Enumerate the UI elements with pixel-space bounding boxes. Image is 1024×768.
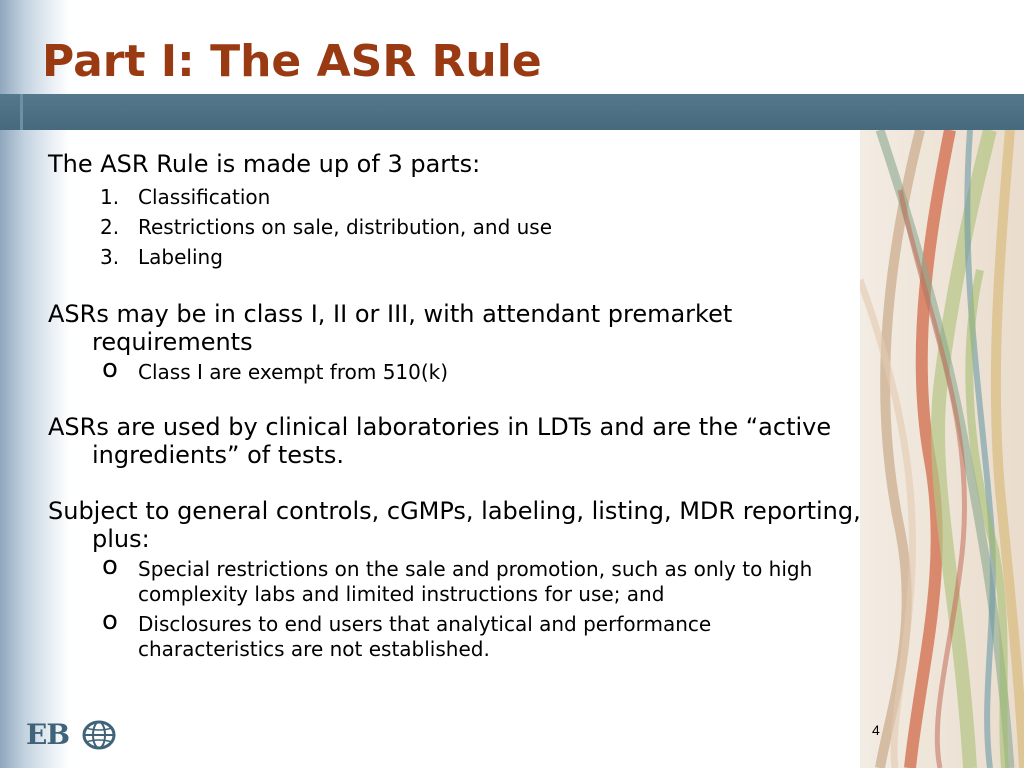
paragraph-asr-parts: The ASR Rule is made up of 3 parts: [48,150,481,178]
paragraph-asr-classes: ASRs may be in class I, II or III, with attendant premarket requirements [48,300,733,356]
list-item [48,242,863,272]
globe-icon [81,720,117,750]
list-item [48,182,863,212]
title-band-accent [20,94,23,130]
list-item-text: Labeling [138,245,223,269]
list-number: 2. [100,215,120,239]
slide-body [48,150,863,667]
page-number: 4 [872,722,880,738]
list-item-text: Classification [138,185,271,209]
list-item [48,606,863,662]
list-item [48,354,863,385]
title-band [0,94,1024,130]
ebg-logo [26,717,122,751]
list-number: 1. [100,185,120,209]
bullet-list [48,551,863,662]
slide-title: Part I: The ASR Rule [42,36,542,87]
list-item [48,551,863,607]
list-item-text: Special restrictions on the sale and promotion, such as only to high complexity labs and limited instructions for use; and [138,557,813,606]
list-number: 3. [100,245,120,269]
bullet-list [48,354,863,385]
list-item-text: Class I are exempt from 510(k) [138,360,449,384]
circle-bullet-icon: o [102,551,118,581]
circle-bullet-icon: o [102,354,118,384]
list-item-text: Restrictions on sale, distribution, and use [138,215,553,239]
paragraph-asr-ldts: ASRs are used by clinical laboratories in LDTs and are the “active ingredients” of tests. [48,413,832,469]
logo-text: EB [26,718,70,751]
numbered-list [48,182,863,272]
circle-bullet-icon: o [102,606,118,636]
list-item-text: Disclosures to end users that analytical and performance characteristics are not established. [138,612,712,661]
paragraph-general-controls: Subject to general controls, cGMPs, labeling, listing, MDR reporting, plus: [48,497,861,553]
decorative-art [860,130,1024,768]
list-item [48,212,863,242]
